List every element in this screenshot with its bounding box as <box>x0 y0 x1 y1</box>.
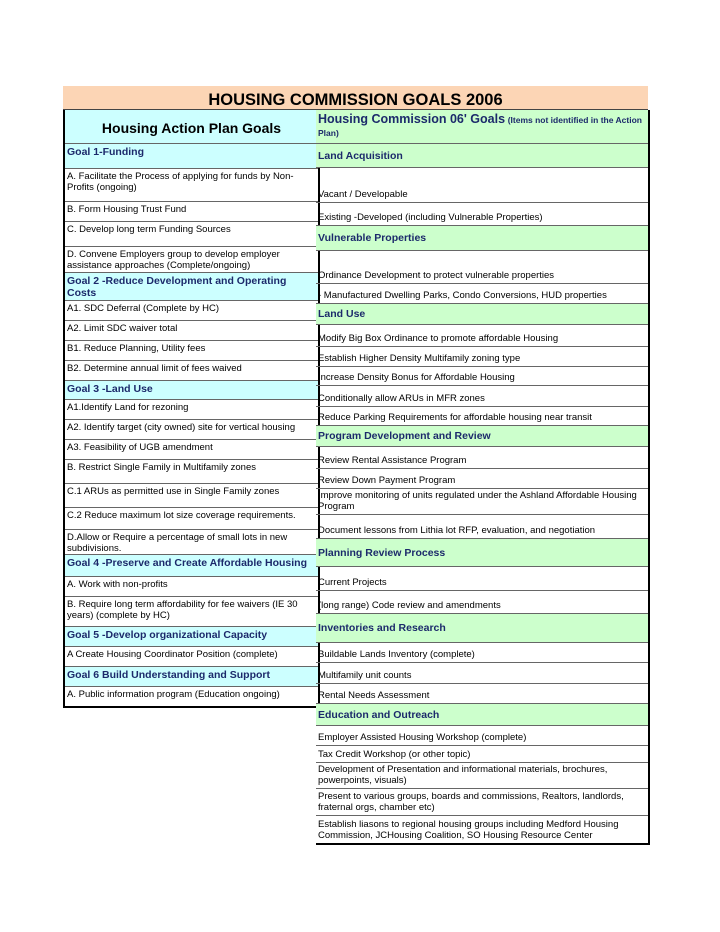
action-plan-item-row <box>65 439 318 459</box>
action-plan-goal-text: Goal 1-Funding <box>67 146 144 158</box>
action-plan-goal-text: Goal 2 -Reduce Development and Operating Costs <box>67 275 287 299</box>
action-plan-item-text: C.2 Reduce maximum lot size coverage requirements. <box>67 510 296 521</box>
action-plan-item-text: A1. SDC Deferral (Complete by HC) <box>67 303 220 314</box>
action-plan-item-row <box>65 686 318 706</box>
action-plan-goal-text: Goal 5 -Develop organizational Capacity <box>67 629 268 641</box>
goals-sheet <box>63 86 648 852</box>
commission-item-row <box>316 385 648 406</box>
action-plan-item-row <box>65 459 318 483</box>
action-plan-item-row <box>65 300 318 320</box>
action-plan-item-row <box>65 646 318 666</box>
action-plan-goal-text: Goal 4 -Preserve and Create Affordable Housing <box>67 557 308 569</box>
commission-item-row <box>316 283 648 303</box>
action-plan-item-text: B. Restrict Single Family in Multifamily zones <box>67 462 256 473</box>
commission-item-text: Increase Density Bonus for Affordable Housing <box>318 372 515 383</box>
commission-item-row <box>316 762 648 788</box>
action-plan-item-text: A. Public information program (Education ongoing) <box>67 689 280 700</box>
commission-item-row <box>316 468 648 488</box>
commission-item-text: Conditionally allow ARUs in MFR zones <box>318 393 485 404</box>
commission-item-row <box>316 745 648 762</box>
action-plan-item-row <box>65 168 318 201</box>
commission-section-text: Land Acquisition <box>318 149 403 162</box>
commission-section-row <box>316 703 648 725</box>
action-plan-item-row <box>65 596 318 626</box>
commission-section-text: Inventories and Research <box>318 622 446 634</box>
commission-section-text: Program Development and Review <box>318 430 491 442</box>
commission-item-text: Document lessons from Lithia lot RFP, evaluation, and negotiation <box>318 525 596 536</box>
action-plan-item-text: A Create Housing Coordinator Position (complete) <box>67 649 278 660</box>
action-plan-item-text: A. Work with non-profits <box>67 579 168 590</box>
commission-item-row <box>316 815 648 843</box>
commission-item-row <box>316 590 648 613</box>
action-plan-item-text: A. Facilitate the Process of applying for funds by Non-Profits (ongoing) <box>67 171 294 193</box>
action-plan-item-text: C. Develop long term Funding Sources <box>67 224 231 235</box>
commission-item-text: Present to various groups, boards and commissions, Realtors, landlords, fraternal orgs, chamber etc) <box>318 791 624 813</box>
commission-section-row <box>316 225 648 250</box>
action-plan-item-text: A2. Identify target (city owned) site for vertical housing <box>67 422 296 433</box>
commission-item-row <box>316 202 648 225</box>
commission-section-text: Vulnerable Properties <box>318 232 427 244</box>
commission-item-text: Review Down Payment Program <box>318 475 456 486</box>
right-header-note: (Items not identified in the Action Plan) <box>318 115 642 138</box>
right-column-header <box>316 110 648 143</box>
commission-item-row <box>316 406 648 425</box>
commission-section-text: Land Use <box>318 308 366 320</box>
commission-item-row <box>316 324 648 346</box>
commission-item-text: Buildable Lands Inventory (complete) <box>318 649 475 660</box>
commission-item-row <box>316 662 648 683</box>
commission-section-row <box>316 538 648 566</box>
action-plan-goal-row <box>65 666 318 686</box>
action-plan-item-row <box>65 507 318 529</box>
commission-item-row <box>316 566 648 590</box>
action-plan-item-row <box>65 529 318 554</box>
commission-item-row <box>316 366 648 385</box>
action-plan-item-row <box>65 483 318 507</box>
commission-item-text: Vacant / Developable <box>318 189 408 200</box>
housing-action-plan-column <box>63 110 320 708</box>
action-plan-item-row <box>65 399 318 419</box>
commission-item-row <box>316 250 648 283</box>
action-plan-item-text: B. Form Housing Trust Fund <box>67 204 187 215</box>
action-plan-item-row <box>65 419 318 439</box>
action-plan-item-row <box>65 246 318 272</box>
action-plan-goal-row <box>65 380 318 399</box>
commission-item-row <box>316 788 648 815</box>
action-plan-goal-row <box>65 272 318 300</box>
commission-item-row <box>316 683 648 703</box>
commission-item-text: Multifamily unit counts <box>318 670 412 681</box>
action-plan-goal-text: Goal 3 -Land Use <box>67 383 153 395</box>
commission-item-row <box>316 642 648 662</box>
commission-item-text: - Manufactured Dwelling Parks, Condo Conversions, HUD properties <box>318 290 607 301</box>
action-plan-item-text: D.Allow or Require a percentage of small lots in new subdivisions. <box>67 532 288 554</box>
action-plan-item-row <box>65 340 318 360</box>
commission-item-row <box>316 488 648 514</box>
commission-item-text: Reduce Parking Requirements for affordable housing near transit <box>318 412 592 423</box>
action-plan-item-row <box>65 221 318 246</box>
action-plan-goal-text: Goal 6 Build Understanding and Support <box>67 669 271 681</box>
housing-commission-column <box>316 110 650 845</box>
commission-item-text: Review Rental Assistance Program <box>318 455 467 466</box>
action-plan-item-text: B. Require long term affordability for fee waivers (IE 30 years) (complete by HC) <box>67 599 298 621</box>
action-plan-item-text: A2. Limit SDC waiver total <box>67 323 178 334</box>
commission-item-text: Development of Presentation and informational materials, brochures, powerpoints, visuals) <box>318 764 608 786</box>
commission-section-text: Education and Outreach <box>318 708 440 721</box>
left-column-header: Housing Action Plan Goals <box>65 110 318 143</box>
action-plan-goal-row <box>65 143 318 168</box>
commission-item-text: Existing -Developed (including Vulnerable Properties) <box>318 212 543 223</box>
commission-item-row <box>316 446 648 468</box>
action-plan-item-text: D. Convene Employers group to develop employer assistance approaches (Complete/ongoing) <box>67 249 280 271</box>
action-plan-item-text: C.1 ARUs as permitted use in Single Family zones <box>67 486 280 497</box>
action-plan-item-row <box>65 201 318 221</box>
commission-item-row <box>316 167 648 202</box>
commission-item-row <box>316 346 648 366</box>
commission-section-text: Planning Review Process <box>318 546 446 559</box>
commission-section-row <box>316 425 648 446</box>
right-header-title: Housing Commission 06' Goals <box>318 112 506 126</box>
sheet-title: HOUSING COMMISSION GOALS 2006 <box>63 86 648 110</box>
commission-item-text: Establish Higher Density Multifamily zoning type <box>318 353 521 364</box>
action-plan-goal-row <box>65 626 318 646</box>
commission-item-row <box>316 725 648 745</box>
commission-section-row <box>316 303 648 324</box>
commission-item-text: Current Projects <box>318 577 387 588</box>
commission-section-row <box>316 143 648 167</box>
commission-item-row <box>316 514 648 538</box>
commission-item-text: Tax Credit Workshop (or other topic) <box>318 749 471 760</box>
action-plan-item-row <box>65 576 318 596</box>
action-plan-item-text: B1. Reduce Planning, Utility fees <box>67 343 206 354</box>
commission-item-text: Ordinance Development to protect vulnerable properties <box>318 270 555 281</box>
commission-item-text: Rental Needs Assessment <box>318 690 430 701</box>
action-plan-item-row <box>65 360 318 380</box>
action-plan-item-text: A1.Identify Land for rezoning <box>67 402 189 413</box>
commission-item-text: Improve monitoring of units regulated under the Ashland Affordable Housing Program <box>318 490 637 512</box>
action-plan-item-row <box>65 320 318 340</box>
commission-item-text: Employer Assisted Housing Workshop (complete) <box>318 732 527 743</box>
commission-item-text: (long range) Code review and amendments <box>318 600 501 611</box>
action-plan-item-text: A3. Feasibility of UGB amendment <box>67 442 213 453</box>
action-plan-item-text: B2. Determine annual limit of fees waived <box>67 363 242 374</box>
action-plan-goal-row <box>65 554 318 576</box>
commission-section-row <box>316 613 648 642</box>
commission-item-text: Establish liasons to regional housing groups including Medford Housing Commission, JCHousing Coalition, SO Housing Resource Center <box>318 819 619 841</box>
commission-item-text: Modify Big Box Ordinance to promote affordable Housing <box>318 333 559 344</box>
